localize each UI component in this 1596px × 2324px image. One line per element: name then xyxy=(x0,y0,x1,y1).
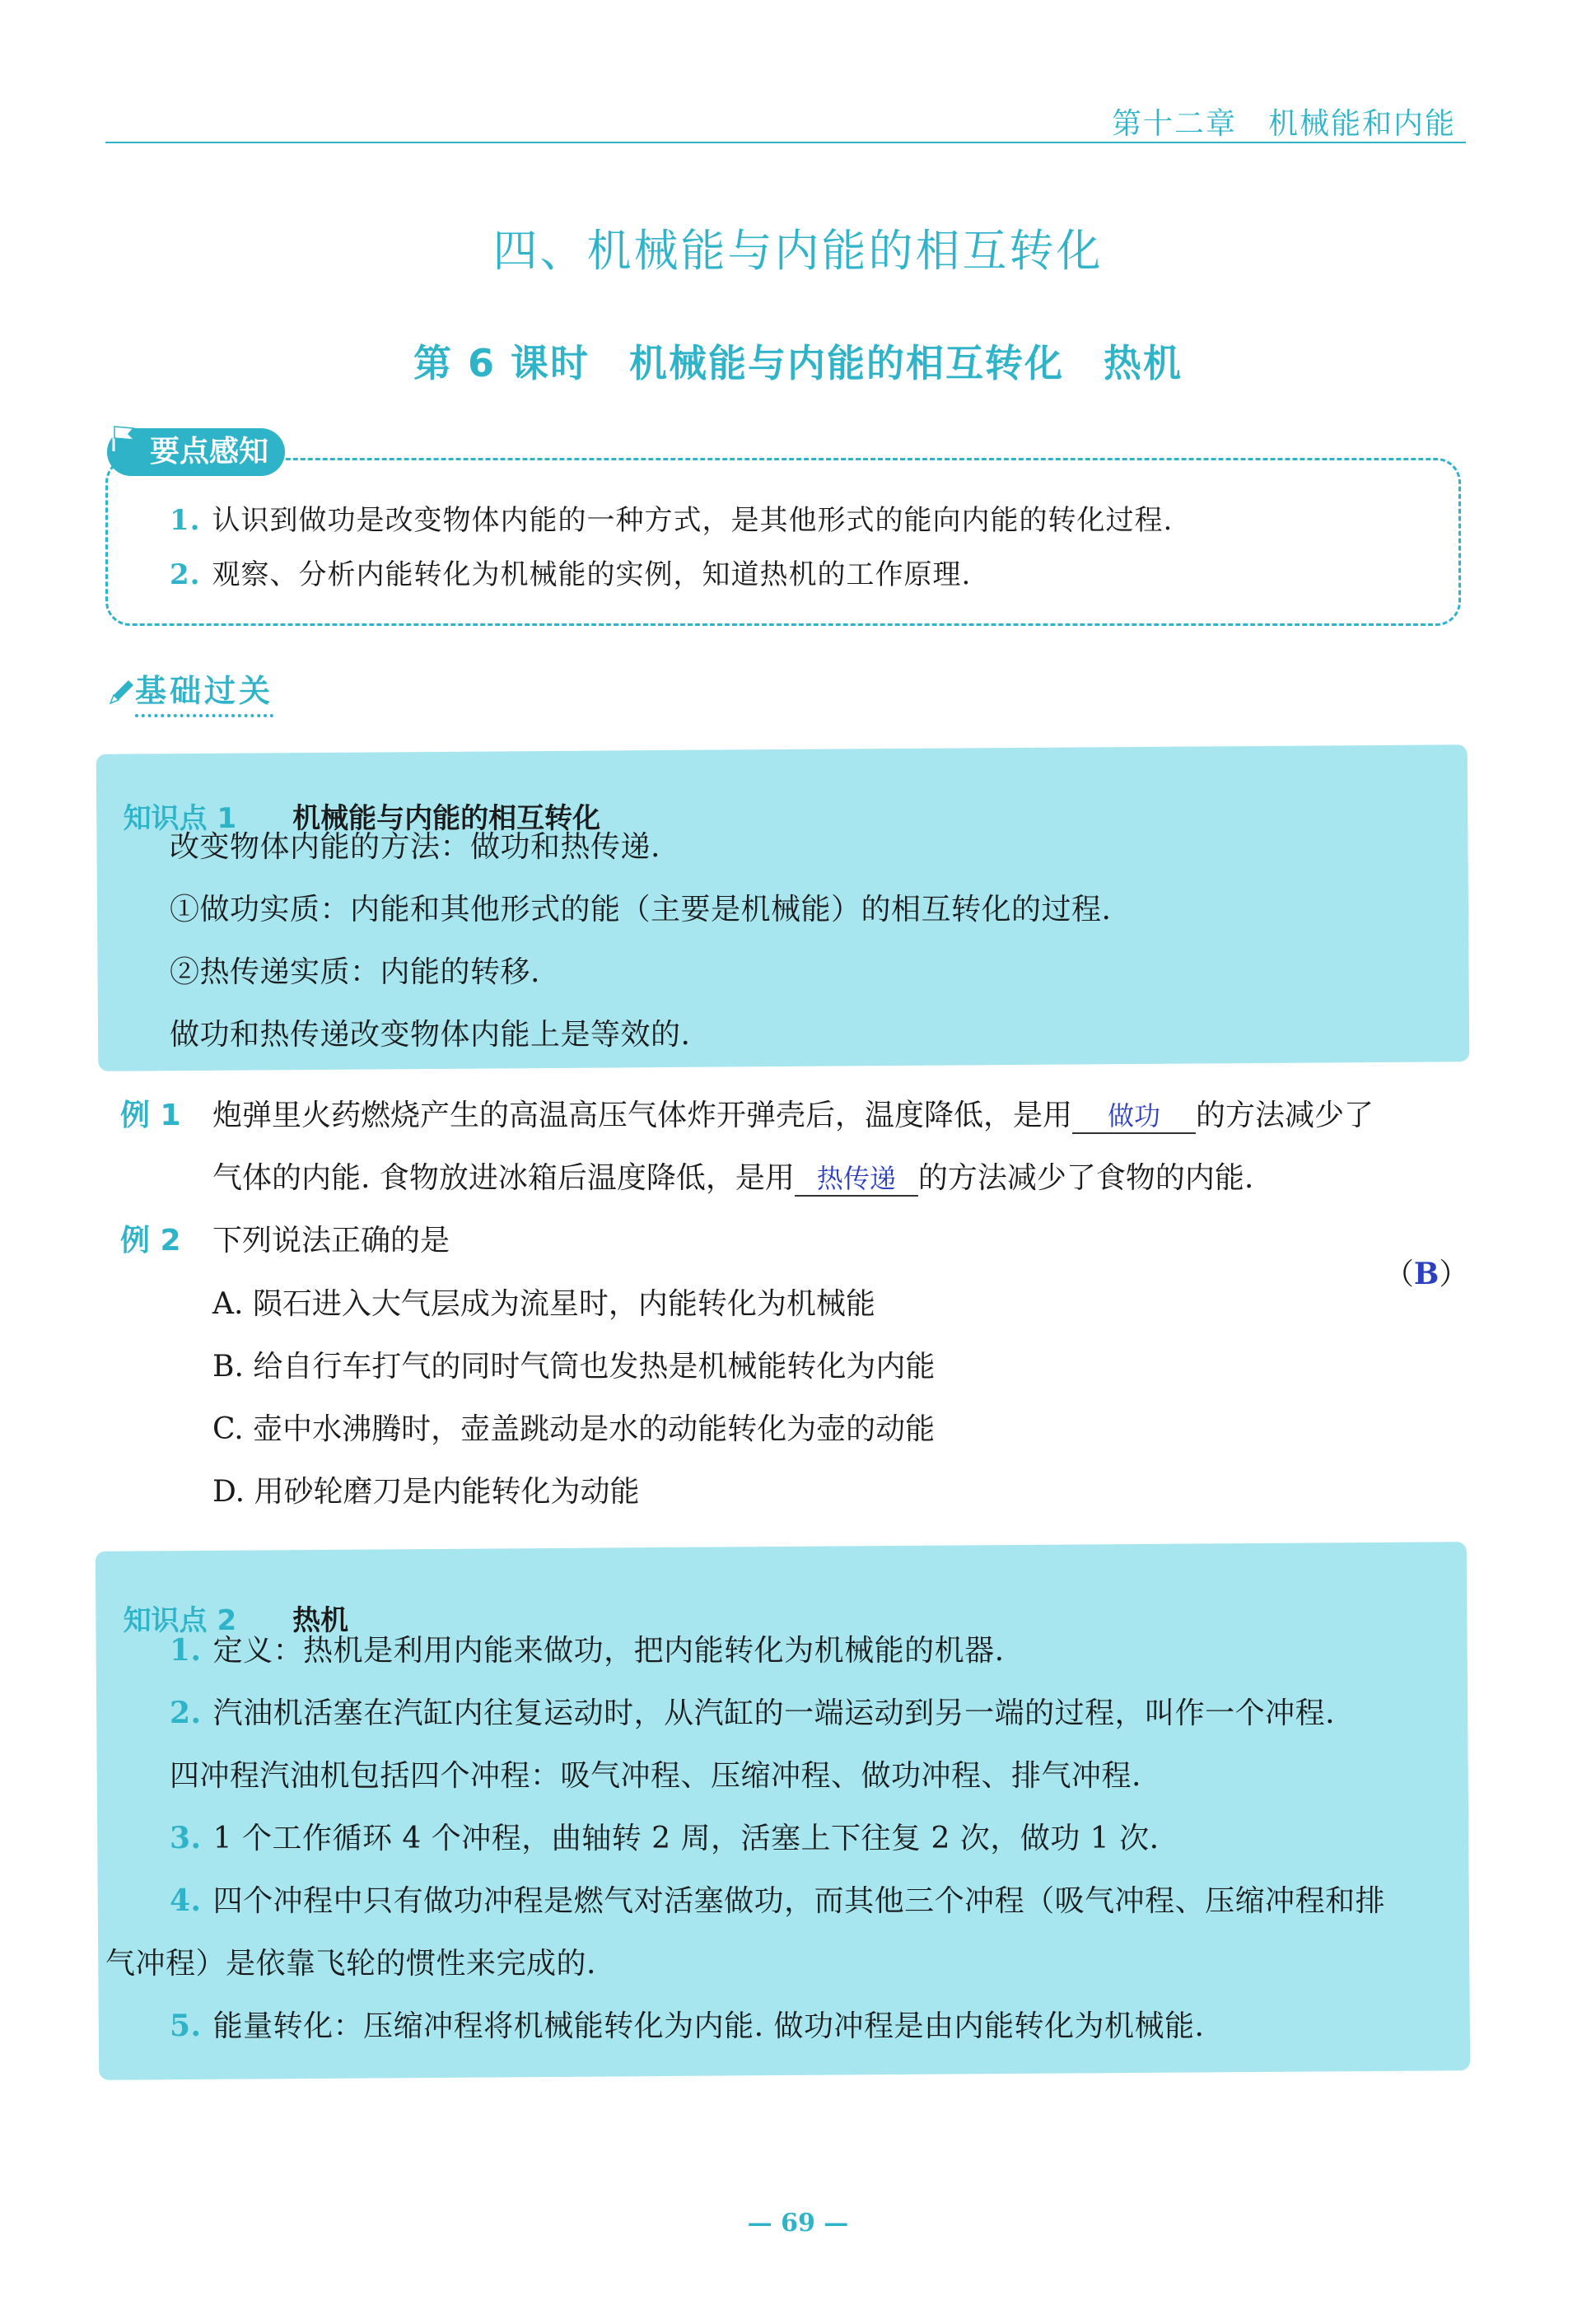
key-point-text: 认识到做功是改变物体内能的一种方式，是其他形式的能向内能的转化过程. xyxy=(212,504,1174,537)
example-2-label: 例 2 xyxy=(120,1224,181,1258)
option-text: 壶中水沸腾时，壶盖跳动是水的动能转化为壶的动能 xyxy=(253,1412,936,1446)
option-text: 给自行车打气的同时气筒也发热是机械能转化为内能 xyxy=(253,1350,936,1384)
answer-blank-2: 热传递 xyxy=(795,1162,918,1197)
option-letter: D. xyxy=(212,1475,245,1509)
example-2-question: 下列说法正确的是 xyxy=(212,1224,450,1258)
knowledge-item xyxy=(105,1940,596,1982)
example-1-line-2 xyxy=(212,1155,1253,1197)
knowledge-line: ②热传递实质：内能的转移. xyxy=(170,955,540,989)
knowledge-item xyxy=(170,1752,1141,1794)
item-number: 3. xyxy=(170,1821,202,1855)
header-rule xyxy=(105,142,1466,143)
knowledge-line: ①做功实质：内能和其他形式的能（主要是机械能）的相互转化的过程. xyxy=(170,893,1112,926)
basic-heading: 基础过关 xyxy=(135,665,273,717)
item-number: 5. xyxy=(170,2009,202,2043)
item-text: 四个冲程中只有做功冲程是燃气对活塞做功，而其他三个冲程（吸气冲程、压缩冲程和排 xyxy=(212,1884,1386,1918)
item-text: 定义：热机是利用内能来做功，把内能转化为机械能的机器. xyxy=(212,1634,1005,1668)
knowledge-line: 做功和热传递改变物体内能上是等效的. xyxy=(170,1018,691,1052)
key-point-text: 观察、分析内能转化为机械能的实例，知道热机的工作原理. xyxy=(212,558,972,591)
item-text: 1 个工作循环 4 个冲程，曲轴转 2 周，活塞上下往复 2 次，做功 1 次. xyxy=(212,1822,1160,1855)
option-text: 陨石进入大气层成为流星时，内能转化为机械能 xyxy=(252,1287,875,1321)
knowledge-item xyxy=(170,1627,1005,1669)
knowledge-title-text: 热机 xyxy=(292,1604,349,1637)
example-text: 的方法减少了 xyxy=(1196,1099,1374,1132)
example-2-answer: B xyxy=(1413,1257,1440,1291)
key-point-number: 2. xyxy=(170,558,201,591)
option-letter: C. xyxy=(212,1412,244,1446)
option-b xyxy=(212,1343,935,1385)
key-point-item xyxy=(170,497,1173,538)
knowledge-title-text: 机械能与内能的相互转化 xyxy=(292,802,601,835)
paren-close: ） xyxy=(1439,1258,1469,1291)
pencil-icon xyxy=(105,675,138,708)
key-point-number: 1. xyxy=(170,504,201,537)
flag-icon xyxy=(109,422,142,455)
item-text: 汽油机活塞在汽缸内往复运动时，从汽缸的一端运动到另一端的过程，叫作一个冲程. xyxy=(212,1696,1336,1730)
section-title: 四、机械能与内能的相互转化 xyxy=(492,225,1104,277)
key-points-box xyxy=(105,458,1461,626)
example-text: 气体的内能. 食物放进冰箱后温度降低，是用 xyxy=(212,1161,795,1195)
option-letter: A. xyxy=(212,1287,244,1321)
option-a xyxy=(212,1281,875,1323)
knowledge-line: 改变物体内能的方法：做功和热传递. xyxy=(170,830,660,864)
knowledge-item xyxy=(170,1690,1335,1732)
example-text: 的方法减少了食物的内能. xyxy=(917,1161,1254,1195)
item-number: 2. xyxy=(170,1696,202,1730)
knowledge-item xyxy=(170,1878,1385,1920)
key-point-item xyxy=(170,552,971,592)
option-text: 用砂轮磨刀是内能转化为动能 xyxy=(254,1475,640,1509)
item-text: 四冲程汽油机包括四个冲程：吸气冲程、压缩冲程、做功冲程、排气冲程. xyxy=(170,1759,1141,1793)
example-1-label: 例 1 xyxy=(120,1099,181,1132)
option-d xyxy=(212,1468,640,1510)
item-text: 气冲程）是依靠飞轮的惯性来完成的. xyxy=(105,1947,596,1981)
example-1-line-1 xyxy=(212,1092,1374,1134)
example-text: 炮弹里火药燃烧产生的高温高压气体炸开弹壳后，温度降低，是用 xyxy=(212,1099,1073,1132)
page-number: — 69 — xyxy=(747,2209,849,2238)
knowledge-label: 知识点 1 xyxy=(123,802,237,835)
option-letter: B. xyxy=(212,1350,244,1384)
chapter-header: 第十二章 机械能和内能 xyxy=(1111,107,1456,141)
item-number: 1. xyxy=(170,1633,202,1668)
paren-open: （ xyxy=(1384,1258,1414,1291)
answer-blank-1: 做功 xyxy=(1072,1099,1196,1134)
item-text: 能量转化：压缩冲程将机械能转化为内能. 做功冲程是由内能转化为机械能. xyxy=(212,2009,1205,2043)
lesson-title: 第 6 课时 机械能与内能的相互转化 热机 xyxy=(413,341,1183,385)
key-points-badge: 要点感知 xyxy=(107,428,285,476)
item-number: 4. xyxy=(170,1883,202,1918)
knowledge-item xyxy=(170,1815,1160,1857)
knowledge-label: 知识点 2 xyxy=(123,1604,237,1637)
knowledge-item xyxy=(170,2003,1204,2045)
option-c xyxy=(212,1406,935,1448)
answer-parenthesis xyxy=(1365,1217,1468,1293)
